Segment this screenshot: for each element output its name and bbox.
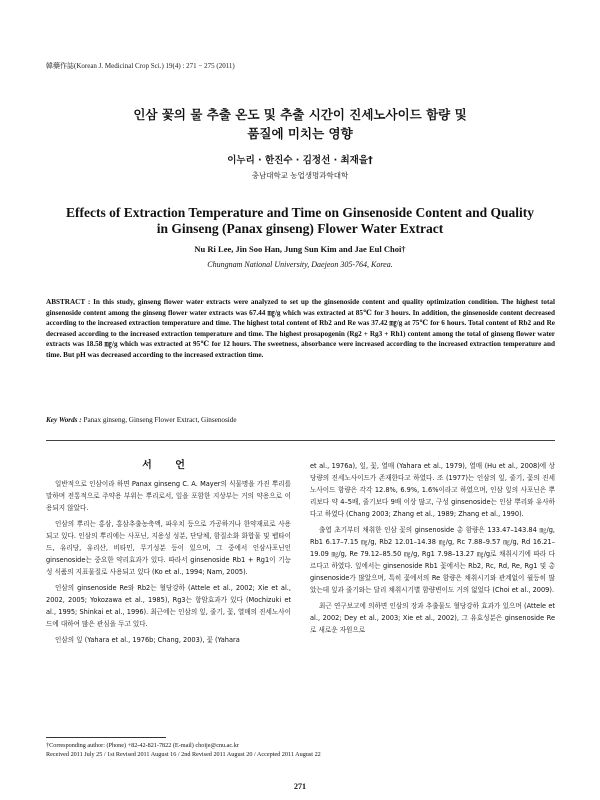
divider xyxy=(46,440,555,441)
body-column-right xyxy=(310,460,555,640)
korean-title xyxy=(0,105,600,143)
section-heading: 서 언 xyxy=(142,460,195,471)
body-column-left xyxy=(46,460,291,650)
keywords-text: Panax ginseng, Ginseng Flower Extract, Ginsenoside xyxy=(83,416,237,424)
english-title-line-1: Effects of Extraction Temperature and Time on Ginsenoside Content and Quality xyxy=(65,205,535,220)
body-paragraph: 인삼의 뿌리는 홍삼, 홍삼추출농축액, 파우치 등으로 가공하거나 한약재료로 사용되고 있다. 인삼의 뿌리에는 사포닌, 지용성 성분, 단당체, 함질소화 화합물 및 펩타이드, 유리당, 유리산, 비타민, 무기성분 등이 있으며, 그 중에서 인삼사포닌인 ginsenoside는 중요한 약리효과가 있다. 따라서 ginsenoside Rb1 + Rg1이 기능성 식품의 지표물질로 사용되고 있다 (Ko et al., 1994; Nam, 2005). xyxy=(46,520,291,576)
abstract-text: In this study, ginseng flower water extracts were analyzed to set up the ginsenoside content and quality optimization condition. The highest total ginsenoside content among the ginseng flower water extracts was 67.44 ㎎/g which was extracted at 85℃ for 3 hours. In addition, the ginsenoside content decreased according to the increased extraction temperature and time. The highest total content of Rb2 and Re was 37.42 ㎎/g at 75℃ for 6 hours. Total content of Rb2 and Re decreased according to the increased extraction temperature and time. The highest prosapogenin (Rg2 + Rg3 + Rh1) content among the total of ginseng flower water extracts was 18.58 ㎎/g which was extracted at 95℃ for 12 hours. The sweetness, absorbance were increased according to the increased extraction temperature and time. But pH was decreased according to the increased extraction time. xyxy=(46,298,555,359)
corresponding-author: †Corresponding author: (Phone) +82-42-821-7822 (E-mail) choije@cnu.ac.kr xyxy=(46,742,239,749)
footnotes xyxy=(46,741,555,759)
keywords xyxy=(46,416,555,424)
keywords-label: Key Words : xyxy=(46,416,84,424)
body-paragraph: 인삼의 ginsenoside Re와 Rb2는 혈당강하 (Attele et al., 2002; Xie et al., 2002, 2005; Yokozawa et al., 1985), Rg3는 항암효과가 있다 (Mochizuki et al., 1995; Shinkai et al., 1996). 최근에는 인삼의 잎, 줄기, 꽃, 열매의 진세노사이드에 대하여 많은 관심을 두고 있다. xyxy=(46,584,291,628)
body-paragraph: 최근 연구보고에 의하면 인삼의 장과 추출물도 혈당강하 효과가 있으며 (Attele et al., 2002; Dey et al., 2003; Xie et al., 2002), 그 유효성분은 ginsenoside Re로 새로운 자원으로 xyxy=(310,602,555,634)
body-paragraph: 출엽 초기부터 채취한 인삼 꽃의 ginsenoside 총 함량은 133.47–143.84 ㎎/g, Rb1 6.17–7.15 ㎎/g, Rb2 12.01–14.38 ㎎/g, Rc 7.88–9.57 ㎎/g, Rd 16.21–19.09 ㎎/g, Re 79.12–85.50 ㎎/g, Rg1 7.98–13.27 ㎎/g로 채취시기에 따라 다르다고 하였다. 잎에서는 ginsenoside Rb1 꽃에서는 Rb2, Rc, Rd, Re, Rg1 및 총 ginsenoside가 많았으며, 특히 꽃에서의 Re 함량은 채취시기와 관계없이 월등히 많았는데 잎과 줄기와는 달리 채취시기별 함량변이도 거의 없었다 (Choi et al., 2009). xyxy=(310,526,555,594)
received-dates: Received 2011 July 25 / 1st Revised 2011 August 16 / 2nd Revised 2011 August 20 / Accepted 2011 August 22 xyxy=(46,751,321,758)
footnote-divider xyxy=(46,737,166,738)
body-paragraph: 일반적으로 인삼이라 하면 Panax ginseng C. A. Mayer의 식물명을 가진 뿌리를 말하며 전통적으로 주약용 부위는 뿌리로서, 잎을 포함한 지상부는 거의 약용으로 이용되지 않았다. xyxy=(46,480,291,512)
body-paragraph: 인삼의 잎 (Yahara et al., 1976b; Chang, 2003), 꽃 (Yahara xyxy=(55,636,240,644)
korean-title-line-1: 인삼 꽃의 물 추출 온도 및 추출 시간이 진세노사이드 함량 및 xyxy=(133,107,467,122)
abstract xyxy=(46,297,555,360)
korean-title-line-2: 품질에 미치는 영향 xyxy=(247,126,353,141)
korean-affiliation: 충남대학교 농업생명과학대학 xyxy=(251,171,349,180)
abstract-label: ABSTRACT : xyxy=(46,298,94,306)
english-authors: Nu Ri Lee, Jin Soo Han, Jung Sun Kim and Jae Eul Choi† xyxy=(194,244,406,254)
body-paragraph: et al., 1976a), 잎, 꽃, 열매 (Yahara et al., 1979), 열매 (Hu et al., 2008)에 상당량의 진세노사이드가 존재한다고 하였다. 조 (1977)는 인삼의 잎, 줄기, 꽃의 진세노사이드 함량은 각각 12.8%, 6.9%, 1.6%이라고 하였으며, 인삼 잎의 사포닌은 뿌리보다 약 4–5배, 줄기보다 9배 이상 많고, 구성 ginsenoside는 인삼 뿌리와 유사하다고 하였다 (Chang 2003; Zhang et al., 1989; Zhang et al., 1990). xyxy=(310,462,555,518)
page-number: 271 xyxy=(294,782,306,791)
english-title xyxy=(0,205,600,237)
korean-authors: 이누리 · 한진수 · 김정선 · 최재을† xyxy=(227,155,373,166)
english-affiliation: Chungnam National University, Daejeon 305-764, Korea. xyxy=(207,260,393,269)
english-title-line-2: in Ginseng (Panax ginseng) Flower Water Extract xyxy=(156,221,444,236)
journal-header: 韓藥作誌(Korean J. Medicinal Crop Sci.) 19(4) : 271 − 275 (2011) xyxy=(46,62,235,70)
